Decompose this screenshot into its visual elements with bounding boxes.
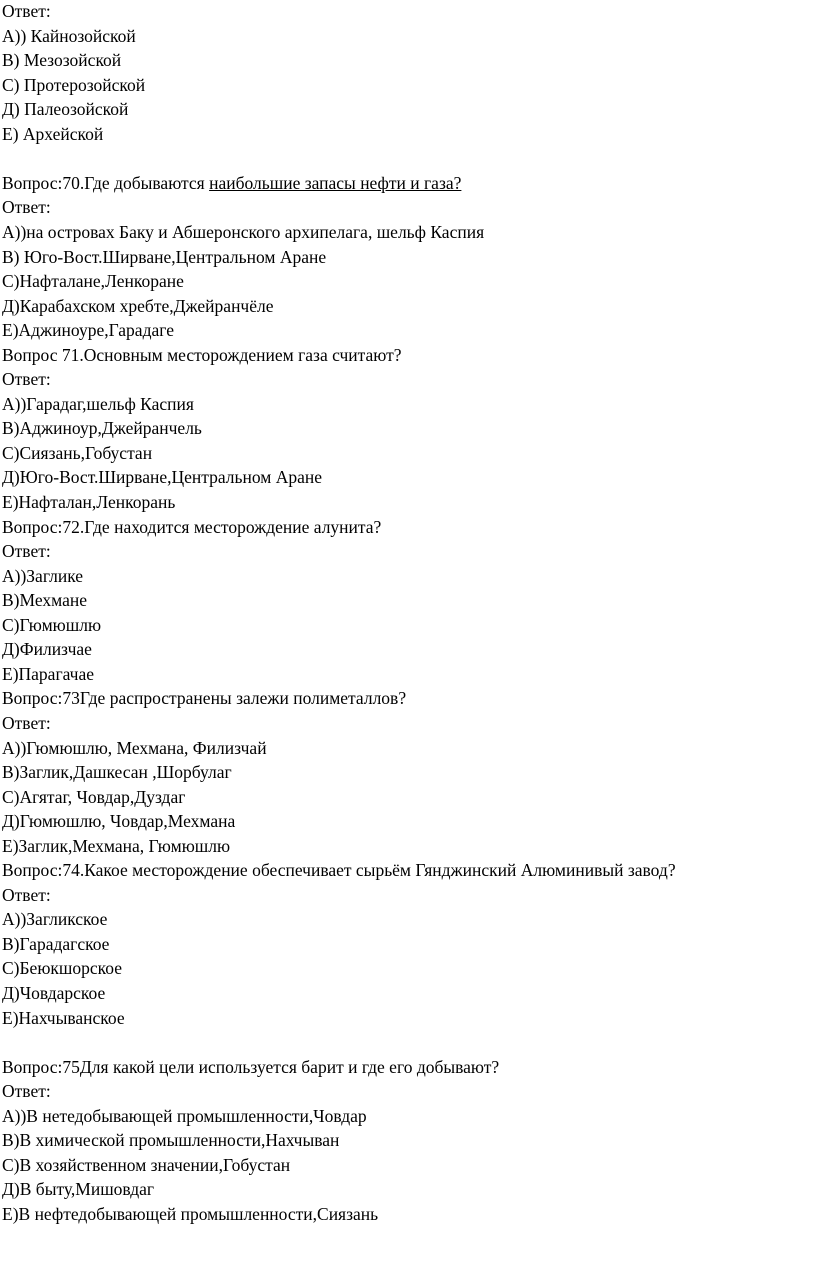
document-line	[2, 441, 152, 465]
line-text: Д)Карабахском хребте,Джейранчёле	[2, 295, 274, 316]
document-line	[2, 1153, 290, 1177]
document-line	[2, 24, 136, 48]
document-line	[2, 0, 51, 23]
document-line	[2, 956, 122, 980]
line-text: В)В химической промышленности,Нахчыван	[2, 1130, 340, 1151]
line-text: Е)Нафталан,Ленкорань	[2, 492, 176, 512]
document-line	[2, 343, 402, 367]
document-line	[2, 613, 101, 637]
document-line	[2, 834, 230, 858]
document-line	[2, 785, 185, 809]
document-line	[2, 564, 83, 588]
line-text: Вопрос:75Для какой цели используется барит и где его добывают?	[2, 1056, 500, 1077]
document-line	[2, 465, 322, 489]
document-line	[2, 588, 87, 612]
document-line	[2, 367, 51, 391]
document-line	[2, 1006, 125, 1030]
document-line	[2, 416, 202, 440]
line-text: Е)В нефтедобывающей промышленности,Сиязань	[2, 1203, 379, 1224]
document-line	[2, 245, 326, 269]
document-line	[2, 932, 109, 956]
document-line	[2, 318, 174, 342]
line-text: Е)Заглик,Мехмана, Гюмюшлю	[2, 835, 231, 856]
document-line	[2, 760, 232, 784]
document-line	[2, 637, 92, 661]
line-text: Ответ:	[2, 541, 51, 562]
line-text: Д)Гюмюшлю, Човдар,Мехмана	[2, 811, 236, 832]
line-text: Вопрос:70.Где добываются	[2, 172, 210, 193]
line-text: Е)Парагачае	[2, 663, 95, 684]
line-text: А))на островах Баку и Абшеронского архипелага, шельф Каспия	[2, 221, 485, 242]
document-line	[2, 171, 461, 195]
document-line	[2, 122, 103, 146]
line-text: В)Гарадагское	[2, 933, 110, 954]
line-text: А))Загликское	[2, 909, 108, 930]
line-text: А)) Кайнозойской	[2, 25, 136, 46]
line-text: В)Заглик,Дашкесан ,Шорбулаг	[2, 762, 232, 783]
document-line	[2, 539, 51, 563]
document-line	[2, 195, 51, 219]
document-line	[2, 883, 51, 907]
document-line	[2, 294, 274, 318]
document-line	[2, 1128, 339, 1152]
line-text: Ответ:	[2, 369, 51, 390]
line-text: Ответ:	[2, 1, 51, 21]
line-text: С)Сиязань,Гобустан	[2, 442, 153, 463]
document-line	[2, 97, 128, 121]
line-text: А))Гюмюшлю, Мехмана, Филизчай	[2, 737, 267, 758]
line-text: А))Заглике	[2, 565, 84, 586]
line-text: Ответ:	[2, 1081, 51, 1102]
line-text: Д)Юго-Вост.Ширване,Центральном Аране	[2, 467, 323, 488]
document-line	[2, 711, 51, 735]
document-line	[2, 490, 175, 514]
document-line	[2, 48, 121, 72]
line-text: С) Протерозойской	[2, 74, 146, 95]
line-text: А))В нетедобывающей промышленности,Човдар	[2, 1105, 367, 1126]
line-text: Вопрос:74.Какое месторождение обеспечивает сырьём Гянджинский Алюминивый завод?	[2, 860, 676, 881]
line-text: С)Беюкшорское	[2, 958, 122, 979]
document-line	[2, 392, 194, 416]
document-line	[2, 73, 145, 97]
line-text: С)Агятаг, Човдар,Дуздаг	[2, 786, 186, 807]
document-line	[2, 220, 484, 244]
document-line	[2, 981, 105, 1005]
document-line	[2, 1177, 154, 1201]
line-text: Д)В быту,Мишовдаг	[2, 1179, 155, 1200]
line-text: А))Гарадаг,шельф Каспия	[2, 393, 194, 414]
document-line	[2, 907, 107, 931]
line-text: Д) Палеозойской	[2, 99, 129, 120]
line-text: Вопрос:72.Где находится месторождение алунита?	[2, 516, 382, 537]
document-line	[2, 858, 676, 882]
line-text: В) Мезозойской	[2, 50, 122, 71]
line-text: Е) Архейской	[2, 123, 104, 144]
line-text: С)Гюмюшлю	[2, 614, 102, 635]
document-line	[2, 269, 184, 293]
document-line	[2, 1104, 367, 1128]
line-text: С)Нафталане,Ленкоране	[2, 271, 184, 292]
line-text: В)Мехмане	[2, 590, 87, 611]
line-text: Ответ:	[2, 712, 51, 733]
line-text: С)В хозяйственном значении,Гобустан	[2, 1154, 291, 1175]
document-line	[2, 736, 267, 760]
line-text: Д)Филизчае	[2, 639, 92, 660]
line-text: В)Аджиноур,Джейранчель	[2, 418, 202, 439]
line-text: Вопрос:73Где распространены залежи полиметаллов?	[2, 688, 407, 709]
line-text: Ответ:	[2, 197, 51, 218]
underlined-text: наибольшие запасы нефти и газа?	[209, 172, 462, 193]
document-line	[2, 662, 94, 686]
line-text: Д)Човдарское	[2, 983, 106, 1003]
line-text: В) Юго-Вост.Ширване,Центральном Аране	[2, 246, 327, 267]
line-text: Е)Аджиноуре,Гарадаге	[2, 320, 174, 341]
document-line	[2, 1079, 51, 1103]
line-text: Вопрос 71.Основным месторождением газа считают?	[2, 344, 402, 365]
document-line	[2, 686, 406, 710]
document-line	[2, 1202, 378, 1226]
document-line	[2, 515, 381, 539]
document-line	[2, 809, 235, 833]
line-text: Е)Нахчыванское	[2, 1007, 125, 1028]
document-line	[2, 1055, 499, 1079]
line-text: Ответ:	[2, 884, 51, 905]
